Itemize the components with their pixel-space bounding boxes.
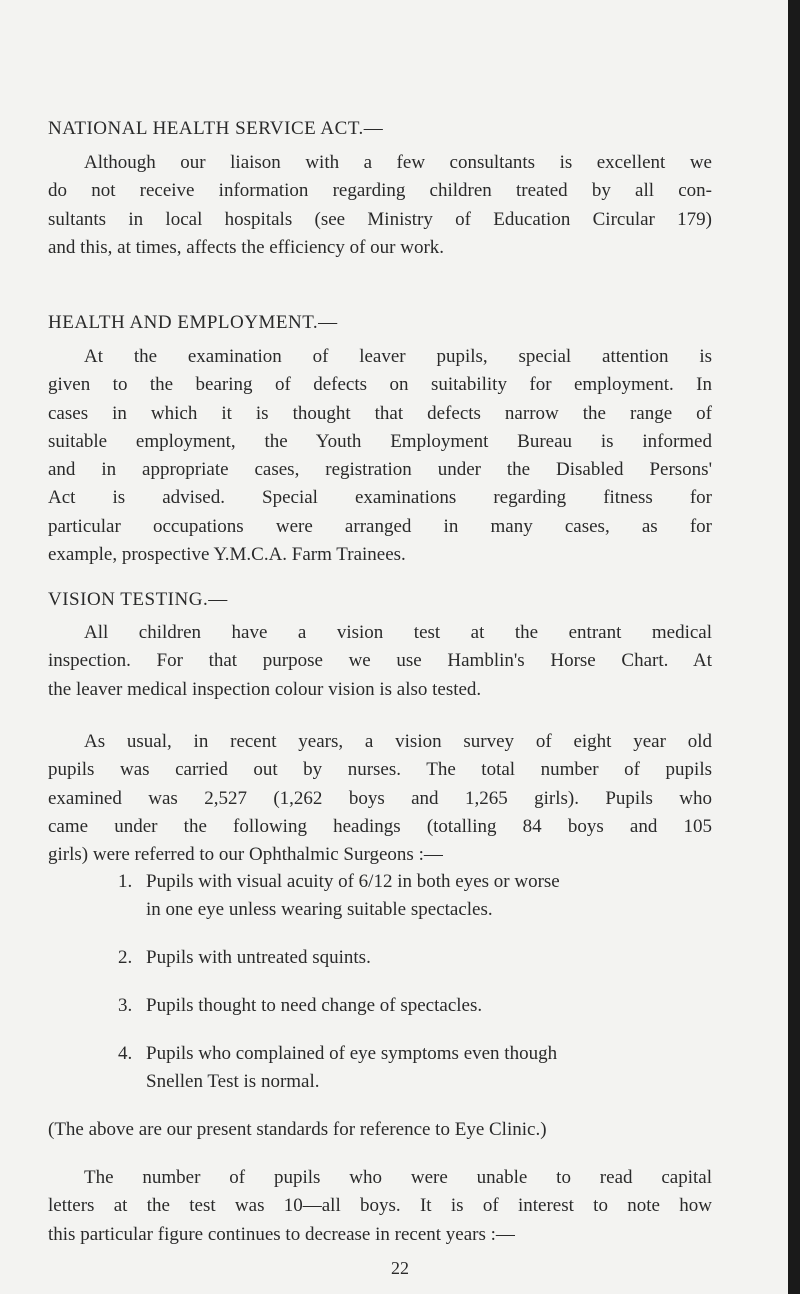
text-line: the leaver medical inspection colour vision is also tested. (48, 678, 482, 700)
criteria-item-3 (118, 992, 712, 1020)
criteria-number: 4. (118, 1043, 133, 1064)
paragraph-nhs (48, 149, 712, 262)
text-line: Although our liaison with a few consultants is excellent we (84, 152, 712, 173)
text-line: do not receive information regarding children treated by all con- (48, 180, 712, 202)
criteria-item-4 (118, 1040, 712, 1097)
text-line: At the examination of leaver pupils, special attention is (84, 346, 712, 367)
text-line: particular occupations were arranged in many cases, as for (48, 515, 712, 537)
page-number: 22 (391, 1258, 409, 1278)
paragraph-health-employment (48, 343, 712, 569)
text-line: pupils was carried out by nurses. The total number of pupils (48, 759, 712, 781)
text-line: All children have a vision test at the entrant medical (84, 622, 712, 643)
text-line: cases in which it is thought that defects narrow the range of (48, 402, 712, 424)
criteria-note (48, 1116, 712, 1144)
text-line: As usual, in recent years, a vision survey of eight year old (84, 731, 712, 752)
criteria-text: Pupils with untreated squints. (146, 947, 371, 968)
text-line: sultants in local hospitals (see Ministry of Education Circular 179) (48, 208, 712, 230)
heading-national-health-service-act: NATIONAL HEALTH SERVICE ACT.— (48, 118, 384, 139)
text-line: and this, at times, affects the efficiency of our work. (48, 236, 445, 258)
text-line: and in appropriate cases, registration under the Disabled Persons' (48, 459, 712, 481)
text-line: example, prospective Y.M.C.A. Farm Trainees. (48, 544, 406, 566)
criteria-text: Snellen Test is normal. (146, 1071, 320, 1093)
text-line: came under the following headings (totalling 84 boys and 105 (48, 815, 712, 837)
text-line: The number of pupils who were unable to read capital (84, 1167, 712, 1188)
paragraph-vision-intro (48, 619, 712, 704)
text-line: (The above are our present standards for reference to Eye Clinic.) (48, 1119, 547, 1140)
text-line: girls) were referred to our Ophthalmic Surgeons :— (48, 844, 443, 866)
heading-health-and-employment: HEALTH AND EMPLOYMENT.— (48, 312, 338, 333)
paragraph-vision-survey (48, 728, 712, 869)
criteria-number: 1. (118, 871, 133, 892)
text-line: inspection. For that purpose we use Hamblin's Horse Chart. At (48, 650, 712, 672)
text-line: Act is advised. Special examinations regarding fitness for (48, 487, 712, 509)
criteria-text: in one eye unless wearing suitable spectacles. (146, 899, 493, 921)
page-edge-shadow (788, 0, 800, 1294)
criteria-text: Pupils thought to need change of spectacles. (146, 995, 483, 1016)
text-line: suitable employment, the Youth Employment Bureau is informed (48, 430, 712, 452)
text-line: letters at the test was 10—all boys. It is of interest to note how (48, 1195, 712, 1217)
heading-vision-testing: VISION TESTING.— (48, 589, 228, 610)
criteria-item-2 (118, 944, 712, 972)
text-line: examined was 2,527 (1,262 boys and 1,265 girls). Pupils who (48, 787, 712, 809)
text-line: this particular figure continues to decrease in recent years :— (48, 1223, 515, 1245)
criteria-number: 2. (118, 947, 133, 968)
criteria-text: Pupils with visual acuity of 6/12 in both eyes or worse (146, 871, 560, 892)
text-line: given to the bearing of defects on suitability for employment. In (48, 374, 712, 396)
criteria-text: Pupils who complained of eye symptoms even though (146, 1043, 558, 1064)
criteria-item-1 (118, 868, 712, 925)
paragraph-vision-closing (48, 1164, 712, 1249)
criteria-number: 3. (118, 995, 133, 1016)
